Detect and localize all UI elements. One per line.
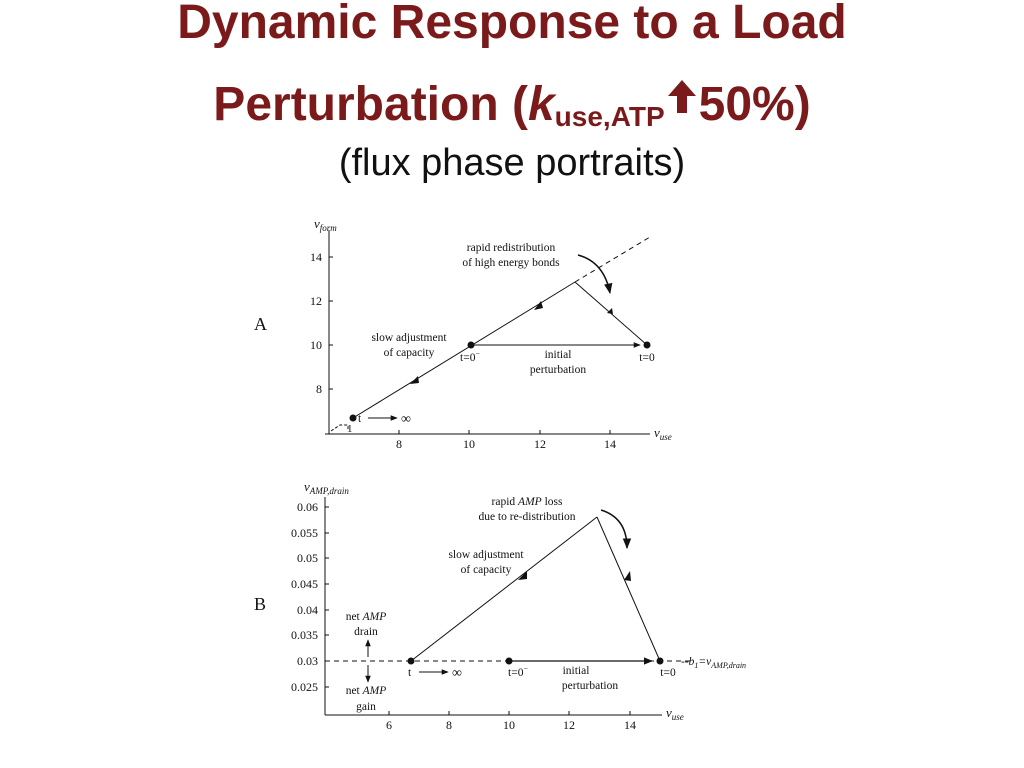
panel-b-net-drain-2: drain: [354, 626, 378, 638]
panel-a-t-label: t: [358, 413, 362, 425]
panel-b-t-label: t: [408, 667, 412, 679]
panel-a-y-tick: 8: [316, 382, 322, 396]
panel-a-y-ticks: [310, 250, 333, 396]
panel-a-y-axis-label: $v_{form}$: [314, 216, 337, 233]
panel-a-x-axis-label: $v_{use}$: [654, 425, 672, 442]
panel-b-x-tick: 12: [563, 718, 575, 732]
panel-a-x-ticks: [396, 430, 616, 451]
panel-b-y-tick: 0.055: [291, 526, 318, 540]
panel-b-rapid-loss-path: [597, 517, 660, 661]
panel-b-infinity: ∞: [452, 666, 462, 681]
panel-a-note-redistribution-1: rapid redistribution: [466, 242, 556, 254]
panel-a-curved-arrow: [578, 255, 610, 293]
panel-b-y-tick: 0.06: [297, 500, 318, 514]
panel-a-note-initial-1: initial: [544, 349, 572, 361]
panel-b-x-tick: 8: [446, 718, 452, 732]
panel-b-baseline-label: $--b_1=v_{AMP,drain}$: [681, 656, 747, 670]
panel-a-x-tick: 8: [396, 437, 402, 451]
panel-b-x-axis-label: $v_{use}$: [666, 705, 684, 722]
slide-subtitle: (flux phase portraits): [338, 142, 686, 184]
panel-b-note-initial-2: perturbation: [561, 680, 619, 692]
title-suffix: 50%): [698, 78, 811, 131]
panel-b-y-tick: 0.05: [297, 551, 318, 565]
panel-b-point-t: [408, 658, 415, 665]
panel-a-x-tick: 12: [534, 437, 546, 451]
panel-a-point-t: [350, 415, 357, 422]
panel-b-net-drain-1: net AMP: [345, 611, 387, 623]
panel-b-note-slow-1: slow adjustment: [448, 549, 524, 561]
panel-b-point-t0minus: [506, 658, 513, 665]
panel-b-slow-path: [411, 517, 597, 661]
panel-b-note-rapid-2: due to re-distribution: [478, 511, 576, 523]
panel-a-infinity: ∞: [401, 412, 411, 427]
panel-b-y-tick: 0.035: [291, 628, 318, 642]
panel-a-note-slow-2: of capacity: [383, 347, 435, 359]
panel-a-point-t0minus: [468, 342, 475, 349]
panel-a-y-tick: 12: [310, 294, 322, 308]
panel-a-direction-arrow: [410, 376, 419, 384]
panel-b-direction-arrow: [624, 571, 631, 581]
panel-b-y-tick: 0.045: [291, 577, 318, 591]
title-subscript: use,ATP: [554, 101, 665, 132]
panel-a-y-tick: 14: [310, 250, 322, 264]
panel-b-x-tick: 10: [503, 718, 515, 732]
panel-b-x-tick: 6: [386, 718, 392, 732]
panel-a-label: A: [254, 314, 267, 334]
title-prefix: Perturbation (: [213, 78, 528, 131]
panel-b-y-tick: 0.04: [297, 603, 318, 617]
panel-b-label: B: [254, 594, 267, 614]
panel-a-one-label: 1: [347, 423, 353, 435]
panel-b-t0minus-label: t=0−: [508, 664, 528, 679]
panel-b-direction-arrow: [518, 571, 527, 580]
panel-a-corner-marker: [331, 425, 348, 431]
slide-title-line1: Dynamic Response to a Load: [177, 0, 847, 49]
panel-b-y-ticks: [291, 500, 329, 694]
panel-a-x-tick: 10: [463, 437, 475, 451]
panel-a-point-t0: [644, 342, 651, 349]
panel-a-note-redistribution-2: of high energy bonds: [462, 257, 560, 269]
title-k-symbol: k: [527, 78, 555, 131]
panel-b-y-tick: 0.03: [297, 654, 318, 668]
panel-a-t0-label: t=0: [639, 352, 655, 364]
panel-b: [254, 479, 746, 732]
panel-a-note-initial-2: perturbation: [529, 364, 587, 376]
panel-a-y-tick: 10: [310, 338, 322, 352]
panel-a-t0minus-label: t=0−: [460, 349, 480, 364]
panel-b-point-t0: [657, 658, 664, 665]
panel-b-note-slow-2: of capacity: [460, 564, 512, 576]
panel-b-y-tick: 0.025: [291, 680, 318, 694]
panel-b-note-initial-1: initial: [562, 665, 590, 677]
panel-b-note-rapid-1: rapid AMP loss: [491, 496, 563, 508]
panel-b-curved-arrow: [601, 510, 627, 548]
panel-a-x-tick: 14: [604, 437, 616, 451]
panel-b-t0-label: t=0: [660, 667, 676, 679]
panel-a: [254, 216, 672, 451]
panel-b-y-axis-label: $v_{AMP,drain}$: [304, 479, 349, 496]
panel-b-x-ticks: [386, 711, 636, 732]
panel-a-note-slow-1: slow adjustment: [371, 332, 447, 344]
panel-b-x-tick: 14: [624, 718, 636, 732]
panel-b-net-gain-2: gain: [356, 701, 376, 713]
panel-b-net-gain-1: net AMP: [345, 685, 387, 697]
panel-a-nullcline-dashed: [575, 237, 650, 282]
